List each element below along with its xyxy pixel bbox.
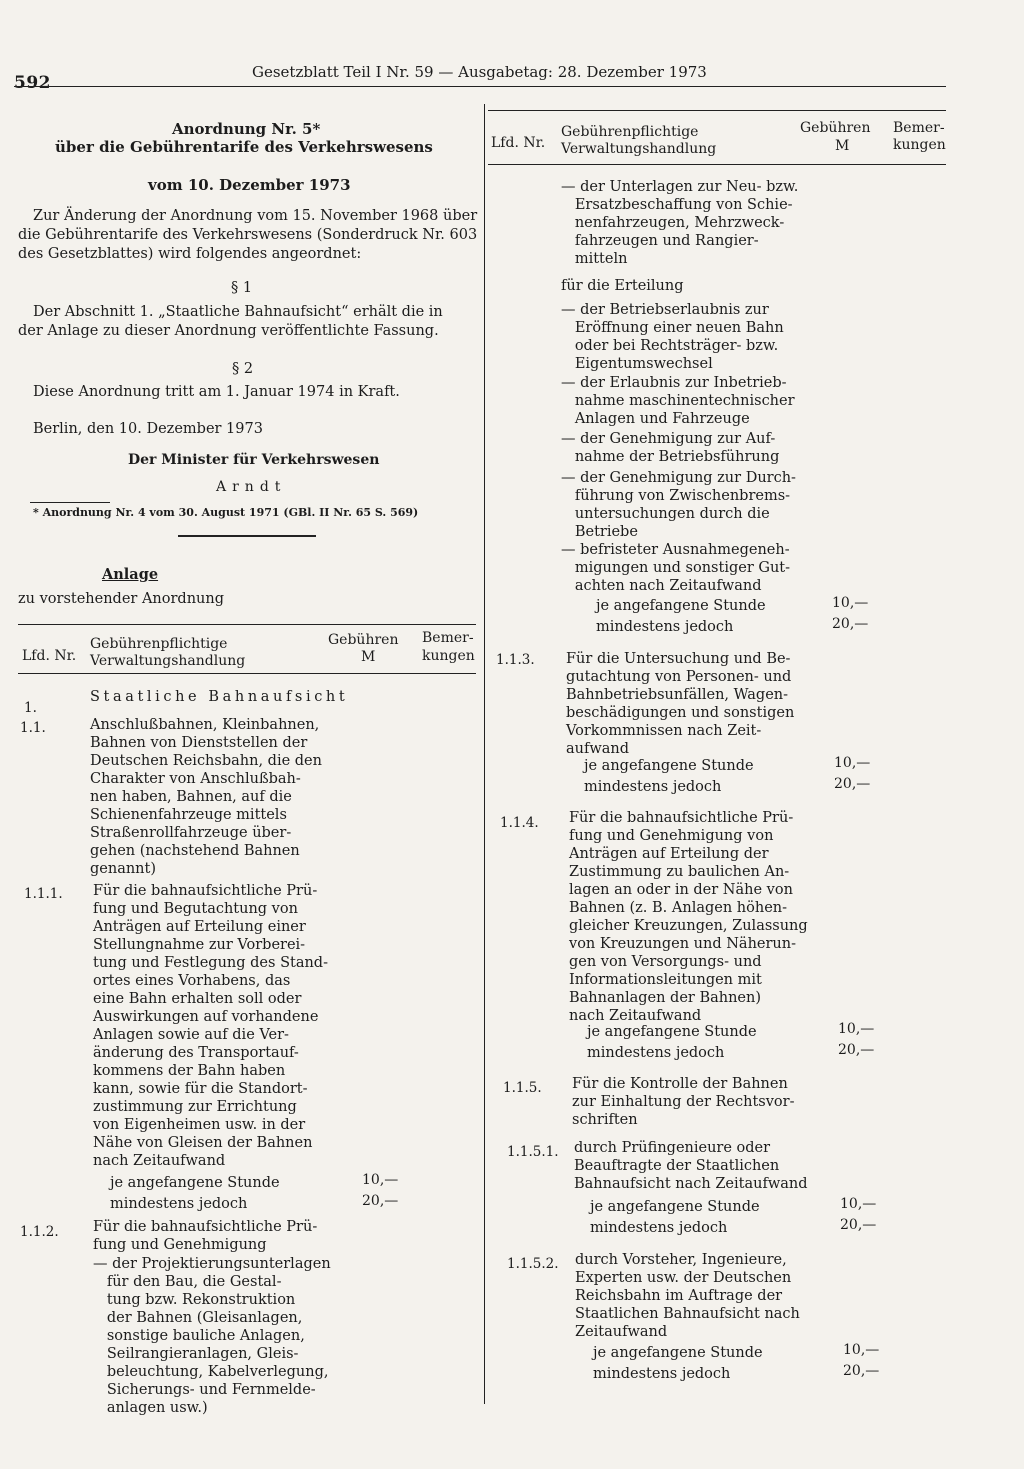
- sub-item-line: untersuchungen durch die: [561, 506, 770, 522]
- intro-line: die Gebührentarife des Verkehrswesens (Sonderdruck Nr. 603: [18, 227, 478, 243]
- fee-label-per-hour: je angefangene Stunde: [593, 1345, 763, 1361]
- entry-line: beschädigungen und sonstigen: [566, 705, 795, 721]
- fee-label-per-hour: je angefangene Stunde: [596, 598, 766, 614]
- sub-item-line: — der Erlaubnis zur Inbetrieb-: [561, 375, 787, 391]
- entry-line: tung und Festlegung des Stand-: [93, 955, 328, 971]
- sub-item-line: nahme maschinentechnischer: [561, 393, 795, 409]
- entry-line: durch Prüfingenieure oder: [574, 1140, 771, 1156]
- entry-line: Auswirkungen auf vorhandene: [93, 1009, 319, 1025]
- entry-line: Für die Kontrolle der Bahnen: [572, 1076, 788, 1092]
- entry-line: zur Einhaltung der Rechtsvor-: [572, 1094, 795, 1110]
- entry-number: 1.1.5.2.: [507, 1256, 559, 1272]
- entry-line: Anlagen sowie auf die Ver-: [93, 1027, 289, 1043]
- fee-label-minimum: mindestens jedoch: [587, 1045, 725, 1061]
- sub-item-line: fahrzeugen und Rangier-: [561, 233, 759, 249]
- entry-line: Für die bahnaufsichtliche Prü-: [569, 810, 794, 826]
- section-heading: Staatliche Bahnaufsicht: [90, 689, 349, 705]
- fee-value-per-hour: 10,—: [362, 1172, 399, 1188]
- entry-line: fung und Genehmigung von: [569, 828, 774, 844]
- entry-line: gleicher Kreuzungen, Zulassung: [569, 918, 808, 934]
- paragraph-1-text: der Anlage zu dieser Anordnung veröffentlichte Fassung.: [18, 323, 439, 339]
- sub-item-line: nenfahrzeugen, Mehrzweck-: [561, 215, 785, 231]
- fee-value-per-hour: 10,—: [832, 595, 869, 611]
- header-remarks: Bemer-: [422, 630, 474, 646]
- entry-line: gehen (nachstehend Bahnen: [90, 843, 300, 859]
- entry-line: Beauftragte der Staatlichen: [574, 1158, 780, 1174]
- header-fee-unit: M: [835, 138, 850, 154]
- entry-line: genannt): [90, 861, 157, 877]
- entry-line: Deutschen Reichsbahn, die den: [90, 753, 322, 769]
- sub-item-line: Eigentumswechsel: [561, 356, 713, 372]
- paragraph-2-heading: § 2: [232, 361, 254, 377]
- entry-line: kommens der Bahn haben: [93, 1063, 286, 1079]
- entry-line: Informationsleitungen mit: [569, 972, 762, 988]
- page-number: 592: [14, 73, 51, 93]
- header-action: Verwaltungshandlung: [561, 141, 717, 157]
- sub-item-line: für den Bau, die Gestal-: [93, 1274, 282, 1290]
- sub-item-line: — der Genehmigung zur Durch-: [561, 470, 796, 486]
- sub-item-line: tung bzw. Rekonstruktion: [93, 1292, 296, 1308]
- fee-value-minimum: 20,—: [362, 1193, 399, 1209]
- sub-item-line: Sicherungs- und Fernmelde-: [93, 1382, 316, 1398]
- entry-line: Bahnaufsicht nach Zeitaufwand: [574, 1176, 808, 1192]
- table-header-rule: [488, 164, 946, 165]
- entry-number: 1.1.2.: [20, 1224, 59, 1240]
- header-fee: Gebühren: [328, 632, 399, 648]
- fee-label-minimum: mindestens jedoch: [110, 1196, 248, 1212]
- paragraph-1-text: Der Abschnitt 1. „Staatliche Bahnaufsicht“ erhält die in: [33, 304, 443, 320]
- sub-item-line: — der Unterlagen zur Neu- bzw.: [561, 179, 799, 195]
- entry-line: zustimmung zur Errichtung: [93, 1099, 297, 1115]
- place-date: Berlin, den 10. Dezember 1973: [33, 421, 263, 437]
- annex-subtitle: zu vorstehender Anordnung: [18, 591, 225, 607]
- order-date: vom 10. Dezember 1973: [148, 176, 351, 194]
- sub-item-line: Eröffnung einer neuen Bahn: [561, 320, 784, 336]
- entry-number: 1.1.: [20, 720, 46, 736]
- entry-line: ortes eines Vorhabens, das: [93, 973, 291, 989]
- entry-line: Vorkommnissen nach Zeit-: [566, 723, 762, 739]
- header-action: Gebührenpflichtige: [561, 124, 699, 140]
- entry-number: 1.1.3.: [496, 652, 535, 668]
- entry-line: Nähe von Gleisen der Bahnen: [93, 1135, 313, 1151]
- entry-line: Reichsbahn im Auftrage der: [575, 1288, 783, 1304]
- intro-line: des Gesetzblattes) wird folgendes angeordnet:: [18, 246, 362, 262]
- fee-value-minimum: 20,—: [843, 1363, 880, 1379]
- entry-line: änderung des Transportauf-: [93, 1045, 299, 1061]
- header-number: Lfd. Nr.: [22, 648, 77, 664]
- entry-line: von Eigenheimen usw. in der: [93, 1117, 306, 1133]
- signatory-title: Der Minister für Verkehrswesen: [128, 452, 380, 468]
- fee-value-minimum: 20,—: [838, 1042, 875, 1058]
- entry-line: aufwand: [566, 741, 630, 757]
- entry-line: fung und Genehmigung: [93, 1237, 267, 1253]
- fee-value-per-hour: 10,—: [834, 755, 871, 771]
- intro-line: Zur Änderung der Anordnung vom 15. November 1968 über: [33, 208, 478, 224]
- signatory-name: Arndt: [216, 479, 287, 495]
- entry-number: 1.1.5.: [503, 1080, 542, 1096]
- order-title: Anordnung Nr. 5*: [172, 120, 321, 138]
- footnote-rule: [30, 502, 110, 503]
- entry-line: Bahnen (z. B. Anlagen höhen-: [569, 900, 788, 916]
- sub-item-line: achten nach Zeitaufwand: [561, 578, 762, 594]
- entry-line: Zustimmung zu baulichen An-: [569, 864, 790, 880]
- fee-label-per-hour: je angefangene Stunde: [584, 758, 754, 774]
- entry-line: Straßenrollfahrzeuge über-: [90, 825, 292, 841]
- entry-line: gen von Versorgungs- und: [569, 954, 762, 970]
- section-separator: [178, 535, 316, 537]
- paragraph-1-heading: § 1: [231, 280, 253, 296]
- entry-line: Bahnanlagen der Bahnen): [569, 990, 762, 1006]
- entry-number: 1.1.5.1.: [507, 1144, 559, 1160]
- sub-item-line: — befristeter Ausnahmegeneh-: [561, 542, 790, 558]
- sub-item-line: — der Genehmigung zur Auf-: [561, 431, 776, 447]
- entry-line: durch Vorsteher, Ingenieure,: [575, 1252, 787, 1268]
- entry-line: Stellungnahme zur Vorberei-: [93, 937, 306, 953]
- column-divider: [484, 104, 485, 1404]
- sub-item-line: — der Projektierungsunterlagen: [93, 1256, 331, 1272]
- footnote: * Anordnung Nr. 4 vom 30. August 1971 (GBl. II Nr. 65 S. 569): [33, 506, 419, 519]
- running-head: Gesetzblatt Teil I Nr. 59 — Ausgabetag: 28. Dezember 1973: [252, 63, 707, 81]
- sub-item-line: sonstige bauliche Anlagen,: [93, 1328, 305, 1344]
- entry-line: Schienenfahrzeuge mittels: [90, 807, 287, 823]
- entry-line: von Kreuzungen und Näherun-: [569, 936, 797, 952]
- fee-label-per-hour: je angefangene Stunde: [590, 1199, 760, 1215]
- entry-number: 1.1.1.: [24, 886, 63, 902]
- fee-label-per-hour: je angefangene Stunde: [110, 1175, 280, 1191]
- fee-label-per-hour: je angefangene Stunde: [587, 1024, 757, 1040]
- entry-line: nach Zeitaufwand: [569, 1008, 702, 1024]
- fee-label-minimum: mindestens jedoch: [590, 1220, 728, 1236]
- entry-line: Für die bahnaufsichtliche Prü-: [93, 1219, 318, 1235]
- entry-line: Für die Untersuchung und Be-: [566, 651, 791, 667]
- header-action: Gebührenpflichtige: [90, 636, 228, 652]
- sub-item-line: anlagen usw.): [93, 1400, 208, 1416]
- fee-value-minimum: 20,—: [840, 1217, 877, 1233]
- sub-item-line: Seilrangieranlagen, Gleis-: [93, 1346, 299, 1362]
- table-header-rule: [18, 673, 476, 674]
- fee-label-minimum: mindestens jedoch: [584, 779, 722, 795]
- header-remarks: kungen: [893, 137, 946, 153]
- header-fee-unit: M: [361, 649, 376, 665]
- header-remarks: Bemer-: [893, 120, 945, 136]
- entry-line: Experten usw. der Deutschen: [575, 1270, 792, 1286]
- sub-item-line: beleuchtung, Kabelverlegung,: [93, 1364, 329, 1380]
- entry-number: 1.1.4.: [500, 815, 539, 831]
- entry-line: nach Zeitaufwand: [93, 1153, 226, 1169]
- sub-item-line: nahme der Betriebsführung: [561, 449, 780, 465]
- entry-line: Charakter von Anschlußbah-: [90, 771, 301, 787]
- entry-line: schriften: [572, 1112, 638, 1128]
- sub-item-line: Betriebe: [561, 524, 638, 540]
- entry-line: Anschlußbahnen, Kleinbahnen,: [90, 717, 320, 733]
- header-number: Lfd. Nr.: [491, 135, 546, 151]
- entry-line: Zeitaufwand: [575, 1324, 668, 1340]
- order-subject: über die Gebührentarife des Verkehrswesens: [55, 138, 433, 156]
- entry-line: kann, sowie für die Standort-: [93, 1081, 308, 1097]
- entry-line: Anträgen auf Erteilung einer: [93, 919, 306, 935]
- sub-item-line: Ersatzbeschaffung von Schie-: [561, 197, 793, 213]
- entry-line: Für die bahnaufsichtliche Prü-: [93, 883, 318, 899]
- entry-line: Staatlichen Bahnaufsicht nach: [575, 1306, 800, 1322]
- sub-item-line: mitteln: [561, 251, 628, 267]
- fee-value-minimum: 20,—: [832, 616, 869, 632]
- sub-item-line: Anlagen und Fahrzeuge: [561, 411, 750, 427]
- entry-line: fung und Begutachtung von: [93, 901, 298, 917]
- entry-line: Bahnbetriebsunfällen, Wagen-: [566, 687, 789, 703]
- fee-value-per-hour: 10,—: [838, 1021, 875, 1037]
- header-fee: Gebühren: [800, 120, 871, 136]
- entry-line: Anträgen auf Erteilung der: [569, 846, 769, 862]
- sub-item-line: führung von Zwischenbrems-: [561, 488, 791, 504]
- entry-number: 1.: [24, 700, 37, 716]
- fee-label-minimum: mindestens jedoch: [596, 619, 734, 635]
- fee-value-minimum: 20,—: [834, 776, 871, 792]
- fee-value-per-hour: 10,—: [840, 1196, 877, 1212]
- fee-label-minimum: mindestens jedoch: [593, 1366, 731, 1382]
- header-rule: [14, 86, 946, 87]
- header-action: Verwaltungshandlung: [90, 653, 246, 669]
- issue-intro: für die Erteilung: [561, 278, 684, 294]
- entry-line: nen haben, Bahnen, auf die: [90, 789, 292, 805]
- table-top-rule: [18, 624, 476, 625]
- table-top-rule: [488, 110, 946, 111]
- sub-item-line: der Bahnen (Gleisanlagen,: [93, 1310, 303, 1326]
- header-remarks: kungen: [422, 648, 475, 664]
- entry-line: gutachtung von Personen- und: [566, 669, 792, 685]
- fee-value-per-hour: 10,—: [843, 1342, 880, 1358]
- entry-line: lagen an oder in der Nähe von: [569, 882, 793, 898]
- sub-item-line: oder bei Rechtsträger- bzw.: [561, 338, 779, 354]
- paragraph-2-text: Diese Anordnung tritt am 1. Januar 1974 in Kraft.: [33, 384, 400, 400]
- entry-line: Bahnen von Dienststellen der: [90, 735, 308, 751]
- sub-item-line: migungen und sonstiger Gut-: [561, 560, 791, 576]
- entry-line: eine Bahn erhalten soll oder: [93, 991, 302, 1007]
- sub-item-line: — der Betriebserlaubnis zur: [561, 302, 769, 318]
- annex-title: Anlage: [102, 566, 159, 583]
